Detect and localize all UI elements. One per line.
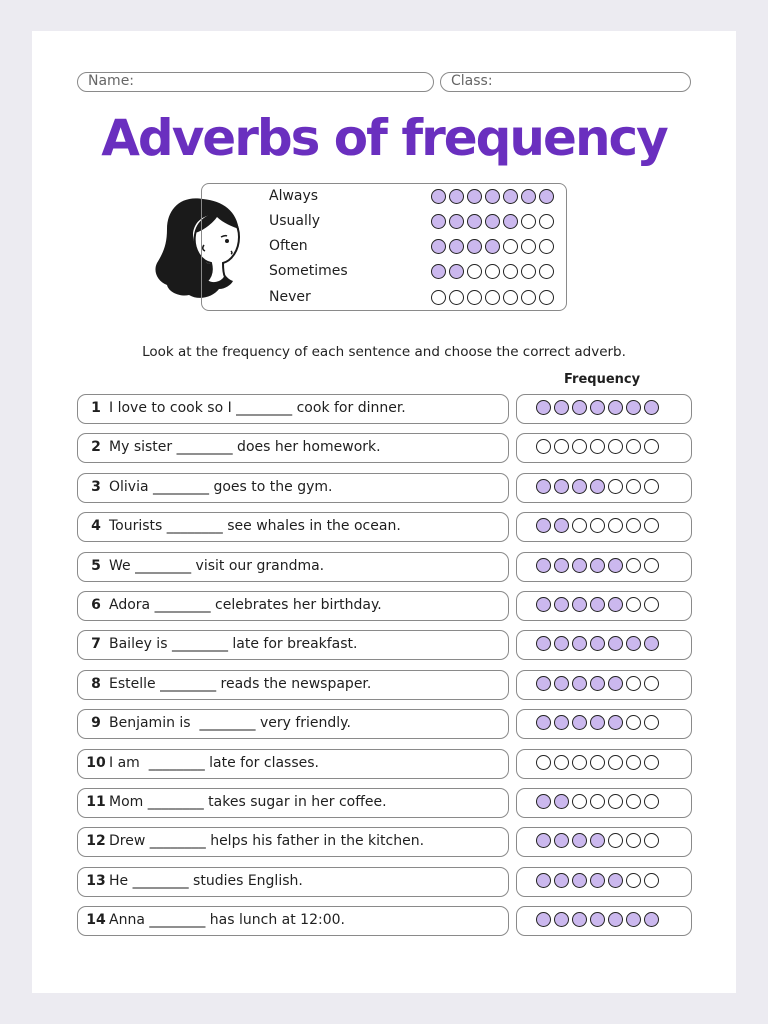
filled-dot-icon [521,189,536,204]
empty-dot-icon [608,833,623,848]
filled-dot-icon [536,715,551,730]
sentence-text: Benjamin is ________ very friendly. [109,715,351,732]
filled-dot-icon [608,715,623,730]
class-field[interactable]: Class: [440,72,691,92]
sentence-box[interactable] [77,749,509,779]
page-title: Adverbs of frequency [101,109,667,167]
filled-dot-icon [590,676,605,691]
sentence-box[interactable] [77,473,509,503]
empty-dot-icon [626,873,641,888]
legend-row [269,211,320,231]
filled-dot-icon [572,715,587,730]
filled-dot-icon [449,264,464,279]
filled-dot-icon [590,400,605,415]
empty-dot-icon [572,794,587,809]
item-number: 13 [86,872,106,889]
item-number: 5 [91,557,101,574]
empty-dot-icon [503,239,518,254]
empty-dot-icon [644,558,659,573]
item-number: 11 [86,794,106,810]
filled-dot-icon [554,873,569,888]
exercise-row [77,473,692,503]
exercise-row [77,433,692,463]
filled-dot-icon [485,189,500,204]
empty-dot-icon [608,518,623,533]
frequency-dots [536,558,659,573]
frequency-dots [536,833,659,848]
empty-dot-icon [572,755,587,770]
sentence-box[interactable] [77,827,509,857]
sentence-box[interactable] [77,591,509,621]
sentence-box[interactable] [77,906,509,936]
legend-dots [431,239,554,254]
empty-dot-icon [554,755,569,770]
filled-dot-icon [608,558,623,573]
empty-dot-icon [536,439,551,454]
filled-dot-icon [536,479,551,494]
frequency-box [516,433,692,463]
empty-dot-icon [644,755,659,770]
filled-dot-icon [608,912,623,927]
empty-dot-icon [626,558,641,573]
sentence-text: Bailey is ________ late for breakfast. [109,636,358,653]
filled-dot-icon [572,912,587,927]
sentence-box[interactable] [77,512,509,542]
sentence-box[interactable] [77,630,509,660]
empty-dot-icon [608,755,623,770]
filled-dot-icon [449,214,464,229]
filled-dot-icon [608,676,623,691]
filled-dot-icon [572,400,587,415]
frequency-box [516,591,692,621]
filled-dot-icon [536,912,551,927]
filled-dot-icon [590,833,605,848]
item-number: 2 [91,439,101,456]
legend-label: Always [269,188,319,204]
filled-dot-icon [536,400,551,415]
sentence-text: Anna ________ has lunch at 12:00. [109,912,345,929]
exercise-row [77,709,692,739]
empty-dot-icon [626,833,641,848]
empty-dot-icon [521,239,536,254]
filled-dot-icon [554,715,569,730]
legend-row [269,236,308,256]
legend-label: Often [269,238,308,254]
frequency-dots [536,676,659,691]
name-field[interactable]: Name: [77,72,434,92]
frequency-dots [536,912,659,927]
empty-dot-icon [590,439,605,454]
item-number: 9 [91,715,101,732]
filled-dot-icon [572,597,587,612]
filled-dot-icon [608,636,623,651]
legend-row [269,186,318,206]
sentence-text: Olivia ________ goes to the gym. [109,478,333,495]
empty-dot-icon [539,214,554,229]
filled-dot-icon [485,214,500,229]
filled-dot-icon [608,597,623,612]
filled-dot-icon [431,264,446,279]
filled-dot-icon [503,189,518,204]
filled-dot-icon [467,214,482,229]
empty-dot-icon [485,264,500,279]
empty-dot-icon [572,439,587,454]
filled-dot-icon [536,636,551,651]
legend-row [269,287,311,307]
empty-dot-icon [539,264,554,279]
empty-dot-icon [539,239,554,254]
filled-dot-icon [536,518,551,533]
exercise-row [77,827,692,857]
empty-dot-icon [431,290,446,305]
sentence-text: I love to cook so I ________ cook for dinner. [109,400,406,416]
frequency-box [516,473,692,503]
frequency-dots [536,794,659,809]
empty-dot-icon [503,264,518,279]
empty-dot-icon [644,833,659,848]
filled-dot-icon [626,400,641,415]
filled-dot-icon [485,239,500,254]
filled-dot-icon [554,912,569,927]
exercise-row [77,788,692,818]
filled-dot-icon [536,597,551,612]
filled-dot-icon [572,558,587,573]
filled-dot-icon [572,636,587,651]
frequency-dots [536,636,659,651]
frequency-dots [536,479,659,494]
empty-dot-icon [590,794,605,809]
filled-dot-icon [554,794,569,809]
exercise-row [77,552,692,582]
filled-dot-icon [572,479,587,494]
filled-dot-icon [572,676,587,691]
filled-dot-icon [431,214,446,229]
exercise-row [77,749,692,779]
frequency-dots [536,873,659,888]
empty-dot-icon [626,676,641,691]
exercise-row [77,867,692,897]
filled-dot-icon [590,597,605,612]
empty-dot-icon [521,264,536,279]
filled-dot-icon [449,189,464,204]
empty-dot-icon [644,597,659,612]
filled-dot-icon [644,912,659,927]
empty-dot-icon [536,755,551,770]
empty-dot-icon [608,479,623,494]
filled-dot-icon [554,636,569,651]
filled-dot-icon [536,794,551,809]
filled-dot-icon [467,239,482,254]
item-number: 8 [91,675,101,692]
empty-dot-icon [626,715,641,730]
item-number: 3 [91,478,101,495]
filled-dot-icon [536,676,551,691]
frequency-box [516,788,692,818]
frequency-box [516,749,692,779]
frequency-dots [536,518,659,533]
frequency-box [516,867,692,897]
empty-dot-icon [644,794,659,809]
filled-dot-icon [590,558,605,573]
filled-dot-icon [554,479,569,494]
sentence-box[interactable] [77,552,509,582]
sentence-text: Estelle ________ reads the newspaper. [109,675,372,692]
empty-dot-icon [467,290,482,305]
filled-dot-icon [503,214,518,229]
empty-dot-icon [503,290,518,305]
empty-dot-icon [644,439,659,454]
filled-dot-icon [626,912,641,927]
item-number: 4 [91,518,101,535]
filled-dot-icon [554,518,569,533]
frequency-dots [536,439,659,454]
empty-dot-icon [449,290,464,305]
exercise-row [77,906,692,936]
frequency-dots [536,755,659,770]
item-number: 7 [91,636,101,653]
filled-dot-icon [554,833,569,848]
instruction-text: Look at the frequency of each sentence and choose the correct adverb. [142,344,626,360]
sentence-text: I am ________ late for classes. [109,754,319,771]
empty-dot-icon [521,290,536,305]
legend-row [269,261,348,281]
sentence-box[interactable] [77,394,509,424]
legend-label: Usually [269,213,321,229]
filled-dot-icon [590,873,605,888]
empty-dot-icon [644,518,659,533]
empty-dot-icon [644,676,659,691]
frequency-box [516,394,692,424]
filled-dot-icon [539,189,554,204]
filled-dot-icon [554,400,569,415]
filled-dot-icon [626,636,641,651]
empty-dot-icon [572,518,587,533]
filled-dot-icon [608,400,623,415]
empty-dot-icon [554,439,569,454]
filled-dot-icon [644,400,659,415]
item-number: 10 [86,754,106,771]
empty-dot-icon [626,755,641,770]
sentence-box[interactable] [77,670,509,700]
frequency-box [516,630,692,660]
filled-dot-icon [449,239,464,254]
legend-label: Sometimes [269,263,348,279]
item-number: 1 [91,400,101,416]
frequency-box [516,512,692,542]
filled-dot-icon [467,189,482,204]
sentence-text: Mom ________ takes sugar in her coffee. [109,794,387,810]
empty-dot-icon [608,794,623,809]
filled-dot-icon [431,239,446,254]
empty-dot-icon [626,439,641,454]
empty-dot-icon [644,873,659,888]
filled-dot-icon [590,636,605,651]
empty-dot-icon [608,439,623,454]
frequency-box [516,670,692,700]
filled-dot-icon [590,912,605,927]
frequency-legend [201,183,567,311]
empty-dot-icon [590,755,605,770]
frequency-box [516,552,692,582]
frequency-box [516,906,692,936]
empty-dot-icon [485,290,500,305]
filled-dot-icon [590,479,605,494]
empty-dot-icon [644,715,659,730]
filled-dot-icon [536,833,551,848]
frequency-dots [536,400,659,415]
empty-dot-icon [590,518,605,533]
frequency-dots [536,715,659,730]
sentence-box[interactable] [77,709,509,739]
frequency-box [516,709,692,739]
filled-dot-icon [608,873,623,888]
empty-dot-icon [626,479,641,494]
frequency-box [516,827,692,857]
empty-dot-icon [626,597,641,612]
sentence-text: He ________ studies English. [109,872,303,889]
filled-dot-icon [644,636,659,651]
empty-dot-icon [626,518,641,533]
sentence-box[interactable] [77,433,509,463]
sentence-box[interactable] [77,867,509,897]
filled-dot-icon [554,597,569,612]
empty-dot-icon [626,794,641,809]
filled-dot-icon [572,873,587,888]
item-number: 12 [86,833,106,850]
filled-dot-icon [536,558,551,573]
exercise-row [77,670,692,700]
item-number: 6 [91,597,101,613]
filled-dot-icon [572,833,587,848]
legend-label: Never [269,289,311,305]
legend-dots [431,214,554,229]
legend-dots [431,290,554,305]
filled-dot-icon [536,873,551,888]
sentence-text: Drew ________ helps his father in the kitchen. [109,833,425,850]
filled-dot-icon [431,189,446,204]
empty-dot-icon [467,264,482,279]
empty-dot-icon [521,214,536,229]
filled-dot-icon [554,676,569,691]
item-number: 14 [86,912,106,929]
frequency-header: Frequency [564,372,641,387]
empty-dot-icon [644,479,659,494]
filled-dot-icon [554,558,569,573]
sentence-text: My sister ________ does her homework. [109,439,381,456]
sentence-text: We ________ visit our grandma. [109,557,325,574]
sentence-text: Adora ________ celebrates her birthday. [109,597,382,613]
legend-dots [431,264,554,279]
frequency-dots [536,597,659,612]
sentence-text: Tourists ________ see whales in the ocean. [109,518,401,535]
exercise-row [77,394,692,424]
exercise-row [77,630,692,660]
empty-dot-icon [539,290,554,305]
worksheet [32,31,736,993]
exercise-row [77,591,692,621]
exercise-row [77,512,692,542]
legend-dots [431,189,554,204]
filled-dot-icon [590,715,605,730]
sentence-box[interactable] [77,788,509,818]
